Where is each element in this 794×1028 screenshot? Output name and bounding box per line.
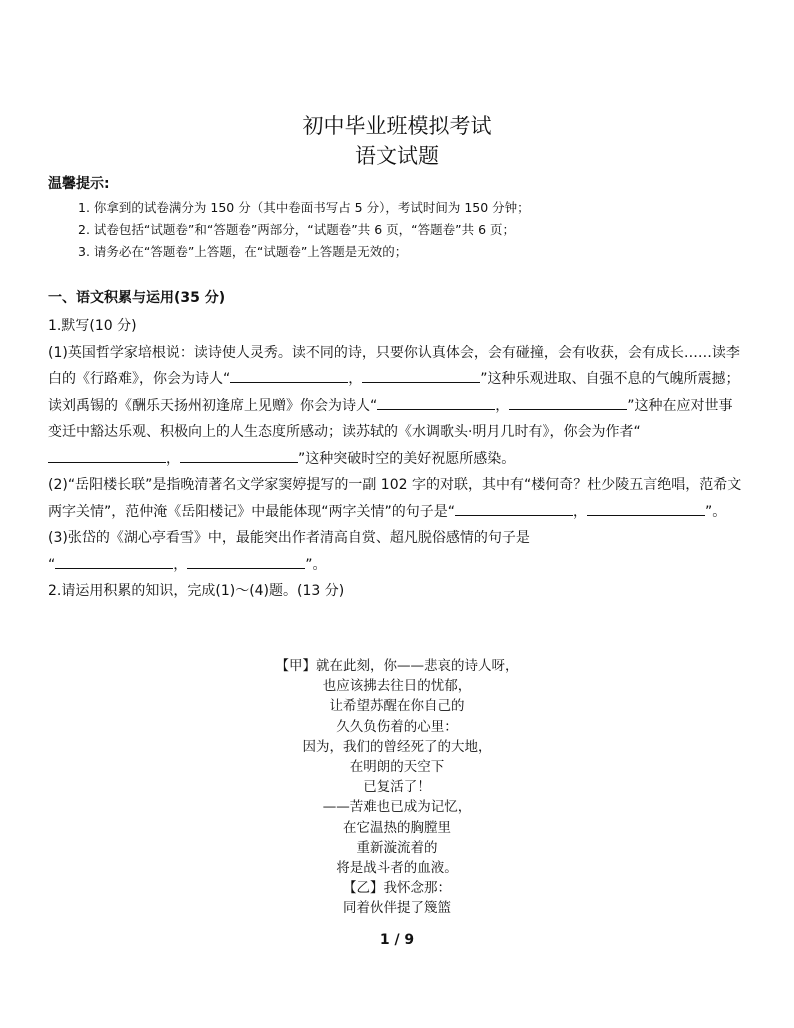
poem-line: 已复活了！ [363,779,431,796]
comma: ， [348,371,363,387]
answer-blank[interactable] [187,554,305,569]
answer-blank[interactable] [455,501,573,516]
poem-line: 也应该拂去往日的忧郁， [322,678,472,695]
q1-p3-text-a: (3)张岱的《湖心亭看雪》中，最能突出作者清高自赏、超凡脱俗感情的句子是 [48,530,530,546]
poem-line: 同着伙伴提了篾篮 [343,900,451,917]
comma: ， [573,503,588,520]
answer-blank[interactable] [180,448,298,463]
answer-blank[interactable] [55,554,173,569]
q1-p1-text-b: ”这种乐观进取、自强不息的气魄所震撼；读刘禹锡的《酬乐天扬州初逢席上见赠》你会为诗人“ [48,371,740,414]
tips-label: 温馨提示: [48,176,110,192]
poem-line: 将是战斗者的血液。 [336,860,458,877]
q1-p1-text-d: ”这种突破时空的美好祝愿所感染。 [298,450,516,467]
comma: ， [166,450,180,467]
section-heading: 一、语文积累与运用(35 分) [48,290,226,306]
q1-p2-text-b: ”。 [705,503,727,520]
poem-line: 因为，我们的曾经死了的大地， [302,738,492,755]
tips-list [78,197,530,263]
question-1-part-2 [48,472,746,525]
question-2-title: 2.请运用积累的知识，完成(1)～(4)题。(13 分) [48,583,345,599]
poem-line: 【甲】就在此刻，你——悲哀的诗人呀， [275,658,519,674]
poem-line: 在明朗的天空下 [349,759,445,776]
q1-p1-text-c: ”这种在应对世事变迁中豁达乐观、积极向上的人生态度所感动；读苏轼的《水调歌头·明月几时有》，你会为作者“ [48,397,733,440]
poem-line: ——苦难也已成为记忆， [322,799,472,816]
answer-blank[interactable] [362,368,480,383]
question-1-part-1 [48,340,746,473]
answer-blank[interactable] [377,395,495,410]
comma: ， [495,397,510,414]
poem-line: 在它温热的胸膛里 [343,819,451,836]
close-quote: ”。 [305,556,327,573]
answer-blank[interactable] [230,368,348,383]
q1-p2-text-a: (2)“岳阳楼长联”是指晚清著名文学家窦婷提写的一副 102 字的对联，其中有“楼何奇？杜少陵五言绝唱，范希文两字关情”，范仲淹《岳阳楼记》中最能体现“两字关情”的句子是“ [48,477,742,520]
poem-line: 让希望苏醒在你自己的 [329,698,465,715]
question-1-part-3-blanks [48,552,746,579]
answer-blank[interactable] [48,448,166,463]
comma: ， [173,556,188,573]
q1-p1-text-a: (1)英国哲学家培根说：读诗使人灵秀。读不同的诗，只要你认真体会，会有碰撞，会有收获，会有成长……读李白的《行路难》，你会为诗人“ [48,344,740,387]
page-number: 1 / 9 [379,932,415,948]
exam-title: 初中毕业班模拟考试 [302,114,492,138]
answer-blank[interactable] [509,395,627,410]
question-1-title: 1.默写(10 分) [48,318,137,334]
answer-blank[interactable] [587,501,705,516]
question-block [48,313,746,605]
tip-item: 1. 你拿到的试卷满分为 150 分（其中卷面书写占 5 分），考试时间为 150 分钟； [78,200,530,215]
poem-line: 【乙】我怀念那： [343,880,451,897]
poem-line: 久久负伤着的心里： [336,718,458,735]
tip-item: 3. 请务必在“答题卷”上答题，在“试题卷”上答题是无效的； [78,244,408,259]
poem-block [0,656,794,919]
open-quote: “ [48,556,56,573]
tip-item: 2. 试卷包括“试题卷”和“答题卷”两部分，“试题卷”共 6 页，“答题卷”共 6 页； [78,222,516,237]
poem-line: 重新漩流着的 [356,839,438,856]
question-1-part-3 [48,525,746,552]
exam-subtitle: 语文试题 [355,144,439,168]
